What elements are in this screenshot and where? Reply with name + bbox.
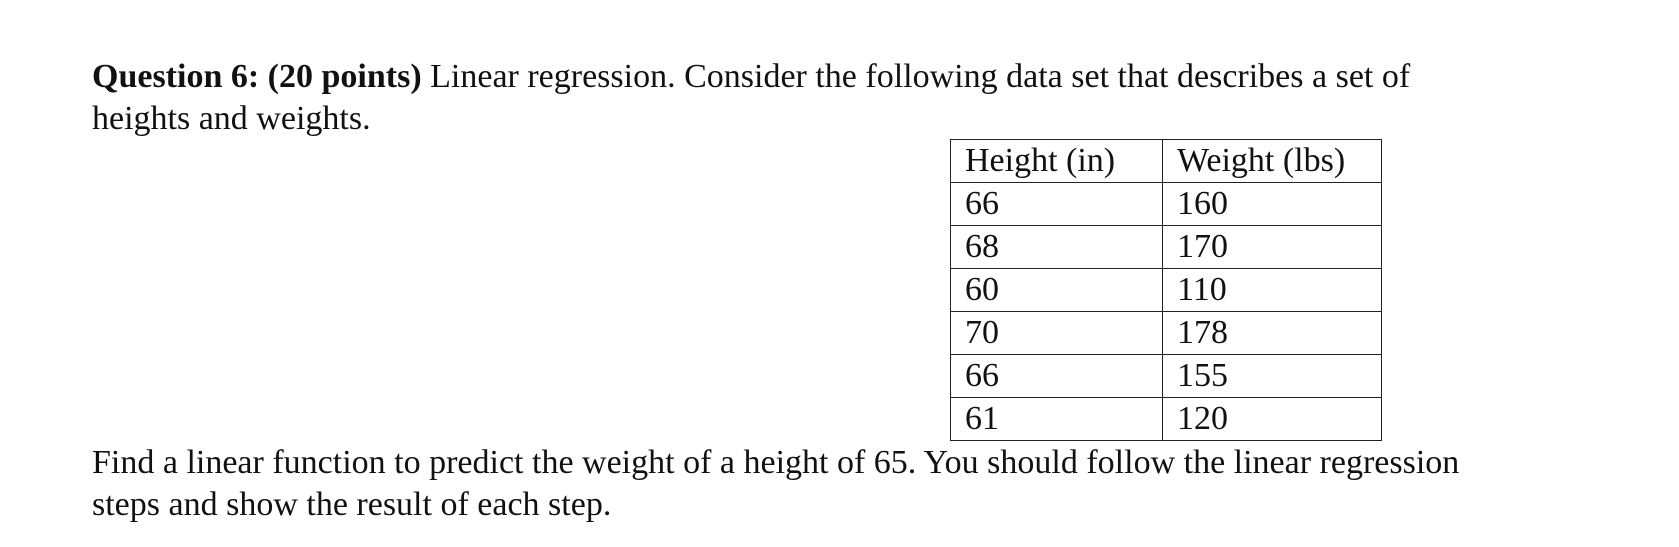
question-intro: Linear regression. Consider the following data set that describes a set of xyxy=(421,58,1411,95)
table-row xyxy=(951,312,1382,355)
table-header-row xyxy=(951,140,1382,183)
weight-cell: 170 xyxy=(1163,226,1382,269)
weight-cell: 155 xyxy=(1163,355,1382,398)
question-line-1 xyxy=(92,56,1652,98)
table-row xyxy=(951,269,1382,312)
height-cell: 61 xyxy=(951,398,1163,441)
height-cell: 68 xyxy=(951,226,1163,269)
table-row xyxy=(951,398,1382,441)
instruction-block xyxy=(92,442,1459,526)
table-row xyxy=(951,226,1382,269)
table-row xyxy=(951,355,1382,398)
column-header-height: Height (in) xyxy=(951,140,1163,183)
question-block xyxy=(92,56,1652,140)
question-line-2: heights and weights. xyxy=(92,100,371,137)
column-header-weight: Weight (lbs) xyxy=(1163,140,1382,183)
height-cell: 66 xyxy=(951,183,1163,226)
height-cell: 70 xyxy=(951,312,1163,355)
question-heading: Question 6: (20 points) xyxy=(92,58,422,95)
instruction-line-1: Find a linear function to predict the weight of a height of 65. You should follow the linear regression xyxy=(92,444,1460,481)
weight-cell: 178 xyxy=(1163,312,1382,355)
data-table-container xyxy=(950,139,1382,441)
height-weight-table xyxy=(950,139,1382,441)
table-row xyxy=(951,183,1382,226)
height-cell: 66 xyxy=(951,355,1163,398)
instruction-line-2: steps and show the result of each step. xyxy=(92,486,612,523)
weight-cell: 160 xyxy=(1163,183,1382,226)
height-cell: 60 xyxy=(951,269,1163,312)
weight-cell: 110 xyxy=(1163,269,1382,312)
weight-cell: 120 xyxy=(1163,398,1382,441)
